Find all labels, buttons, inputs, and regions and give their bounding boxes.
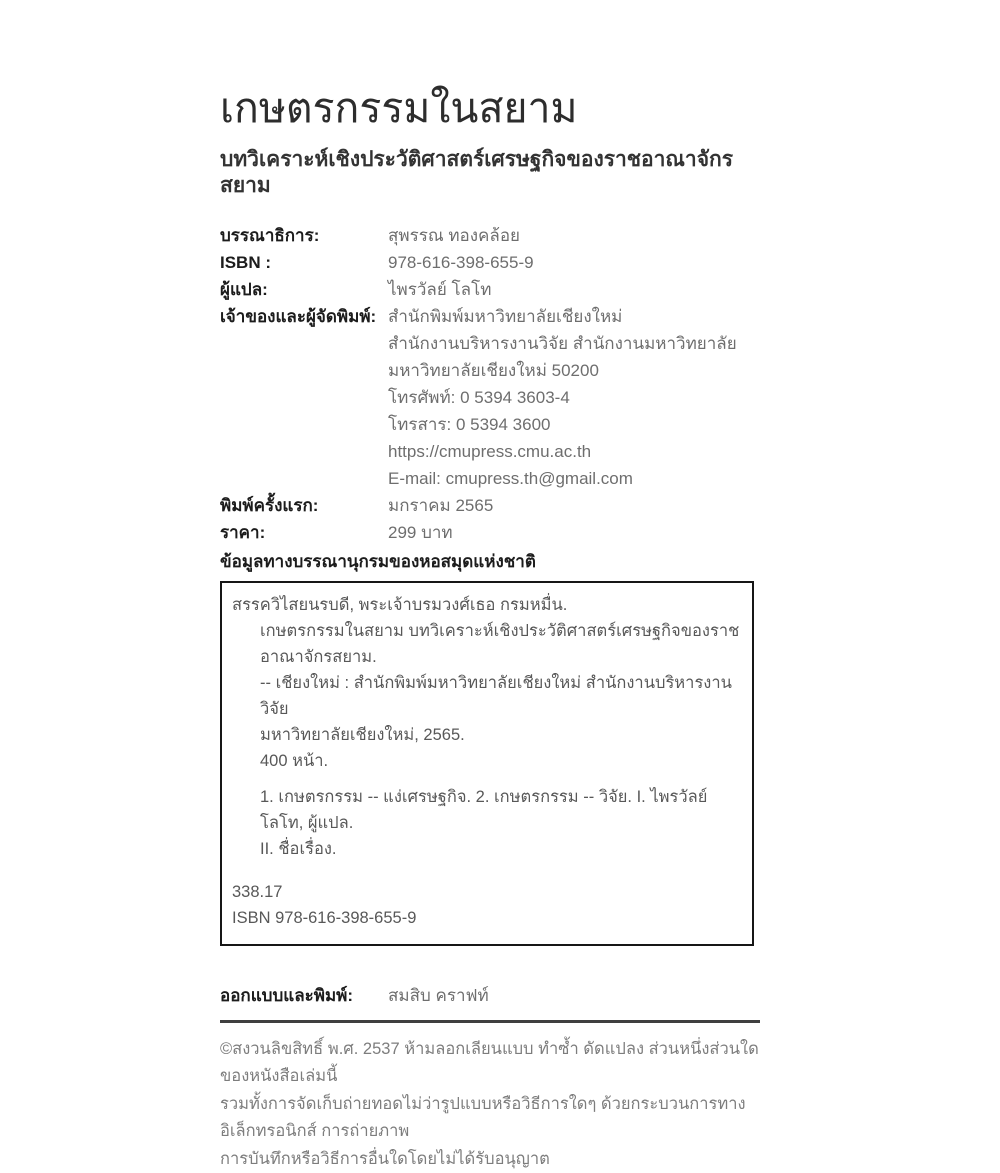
field-value: 978-616-398-655-9: [388, 252, 534, 272]
field-label: ผู้แปล:: [220, 279, 268, 299]
copyright-line: รวมทั้งการจัดเก็บถ่ายทอดไม่ว่ารูปแบบหรือวิธีการใดๆ ด้วยกระบวนการทางอิเล็กทรอนิกส์ การถ่ายภาพ: [220, 1094, 746, 1141]
cip-line: 400 หน้า.: [260, 751, 329, 770]
field-label: ออกแบบและพิมพ์:: [220, 985, 354, 1005]
cip-box: [220, 581, 754, 946]
field-label: ราคา:: [220, 522, 266, 542]
copyright-notice: [220, 1036, 760, 1173]
publisher-extra-line: มหาวิทยาลัยเชียงใหม่ 50200: [388, 360, 599, 380]
field-label: บรรณาธิการ:: [220, 225, 320, 245]
field-row-editor: [220, 222, 760, 249]
cip-line: II. ชื่อเรื่อง.: [260, 839, 337, 858]
cip-line: มหาวิทยาลัยเชียงใหม่, 2565.: [260, 725, 465, 744]
copyright-line: ©สงวนลิขสิทธิ์ พ.ศ. 2537 ห้ามลอกเลียนแบบ ทำซ้ำ ดัดแปลง ส่วนหนึ่งส่วนใดของหนังสือเล่มนี้: [220, 1039, 759, 1086]
cip-line: -- เชียงใหม่ : สำนักพิมพ์มหาวิทยาลัยเชียงใหม่ สำนักงานบริหารงานวิจัย: [260, 673, 732, 718]
page-subtitle: บทวิเคราะห์เชิงประวัติศาสตร์เศรษฐกิจของราชอาณาจักรสยาม: [220, 148, 734, 198]
field-value: มกราคม 2565: [388, 495, 494, 515]
field-label: เจ้าของและผู้จัดพิมพ์:: [220, 306, 377, 326]
cip-line: สรรควิไสยนรบดี, พระเจ้าบรมวงศ์เธอ กรมหมื่น.: [232, 595, 568, 614]
field-value: 299 บาท: [388, 522, 453, 542]
divider-rule: [220, 1020, 760, 1023]
cip-blank-spacer: [232, 774, 740, 784]
cip-line: 1. เกษตรกรรม -- แง่เศรษฐกิจ. 2. เกษตรกรรม -- วิจัย. I. ไพรวัลย์ โลโท, ผู้แปล.: [260, 787, 708, 832]
field-value: สุพรรณ ทองคล้อย: [388, 225, 521, 245]
field-row-price: [220, 519, 760, 546]
field-value: สำนักพิมพ์มหาวิทยาลัยเชียงใหม่: [388, 306, 623, 326]
cip-blank-spacer: [232, 862, 740, 879]
page-title: เกษตรกรรมในสยาม: [220, 85, 578, 131]
page-content: [220, 86, 760, 1173]
field-label: ISBN :: [220, 252, 271, 272]
publisher-phone-line: โทรศัพท์: 0 5394 3603-4: [388, 387, 570, 407]
publisher-email-line: E-mail: cmupress.th@gmail.com: [388, 468, 633, 488]
field-value: ไพรวัลย์ โลโท: [388, 279, 492, 299]
field-row-first-printing: [220, 492, 760, 519]
cip-line: เกษตรกรรมในสยาม บทวิเคราะห์เชิงประวัติศาสตร์เศรษฐกิจของราชอาณาจักรสยาม.: [260, 621, 740, 666]
field-row-isbn: [220, 249, 760, 276]
field-row-publisher: [220, 303, 760, 330]
cip-heading: ข้อมูลทางบรรณานุกรมของหอสมุดแห่งชาติ: [220, 551, 536, 571]
publisher-fax-line: โทรสาร: 0 5394 3600: [388, 414, 551, 434]
cip-isbn-line: ISBN 978-616-398-655-9: [232, 908, 417, 927]
publisher-website-line: https://cmupress.cmu.ac.th: [388, 441, 592, 461]
field-row-translator: [220, 276, 760, 303]
field-label: พิมพ์ครั้งแรก:: [220, 495, 319, 515]
publisher-extra-line: สำนักงานบริหารงานวิจัย สำนักงานมหาวิทยาลัย: [388, 333, 737, 353]
cip-dewey-number: 338.17: [232, 882, 283, 901]
field-row-design-print: [220, 982, 760, 1009]
field-value: สมสิบ คราฟท์: [388, 985, 489, 1005]
copyright-line: การบันทึกหรือวิธีการอื่นใดโดยไม่ได้รับอนุญาต: [220, 1149, 550, 1168]
